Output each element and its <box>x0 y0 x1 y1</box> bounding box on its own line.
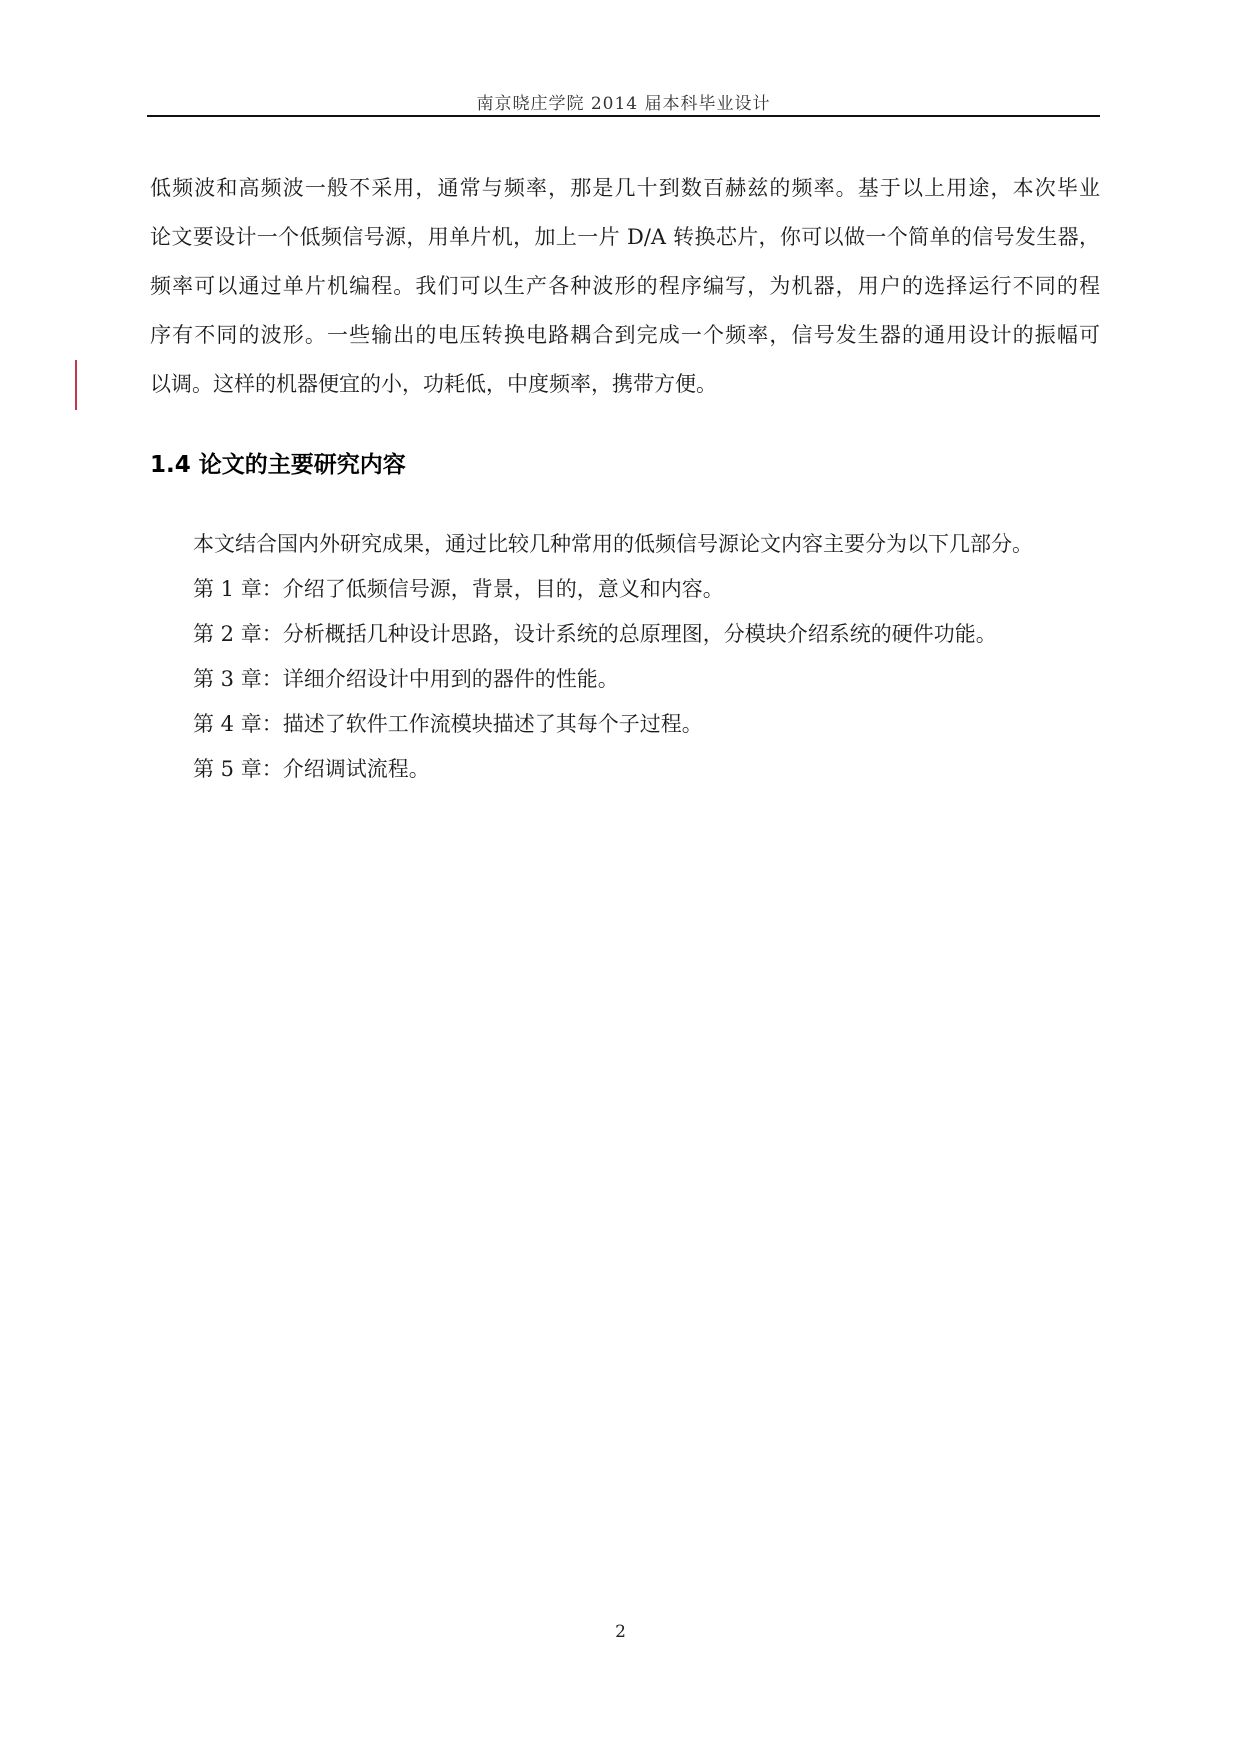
header-rule <box>147 115 1100 117</box>
chapter-item: 第 5 章：介绍调试流程。 <box>193 757 430 781</box>
paragraph-line: 频率可以通过单片机编程。我们可以生产各种波形的程序编写，为机器，用户的选择运行不同的程 <box>150 274 1100 298</box>
paragraph-line: 序有不同的波形。一些输出的电压转换电路耦合到完成一个频率，信号发生器的通用设计的振幅可 <box>150 323 1100 347</box>
section-intro: 本文结合国内外研究成果，通过比较几种常用的低频信号源论文内容主要分为以下几部分。 <box>193 532 1033 556</box>
paragraph-line: 以调。这样的机器便宜的小，功耗低，中度频率，携带方便。 <box>150 372 717 396</box>
revision-margin-mark <box>75 360 77 410</box>
section-content <box>193 522 1093 792</box>
chapter-item: 第 4 章：描述了软件工作流模块描述了其每个子过程。 <box>193 712 703 736</box>
paragraph-line: 低频波和高频波一般不采用，通常与频率，那是几十到数百赫兹的频率。基于以上用途，本次毕业 <box>150 176 1100 200</box>
section-heading: 1.4 论文的主要研究内容 <box>150 452 406 478</box>
chapter-item: 第 1 章：介绍了低频信号源，背景，目的，意义和内容。 <box>193 577 724 601</box>
intro-paragraph <box>150 164 1100 409</box>
chapter-item: 第 3 章：详细介绍设计中用到的器件的性能。 <box>193 667 619 691</box>
paragraph-line: 论文要设计一个低频信号源，用单片机，加上一片 D/A 转换芯片，你可以做一个简单的信号发生器， <box>150 225 1100 249</box>
page-number: 2 <box>615 1622 626 1642</box>
chapter-item: 第 2 章：分析概括几种设计思路，设计系统的总原理图，分模块介绍系统的硬件功能。 <box>193 622 997 646</box>
running-header: 南京晓庄学院 2014 届本科毕业设计 <box>476 94 771 114</box>
